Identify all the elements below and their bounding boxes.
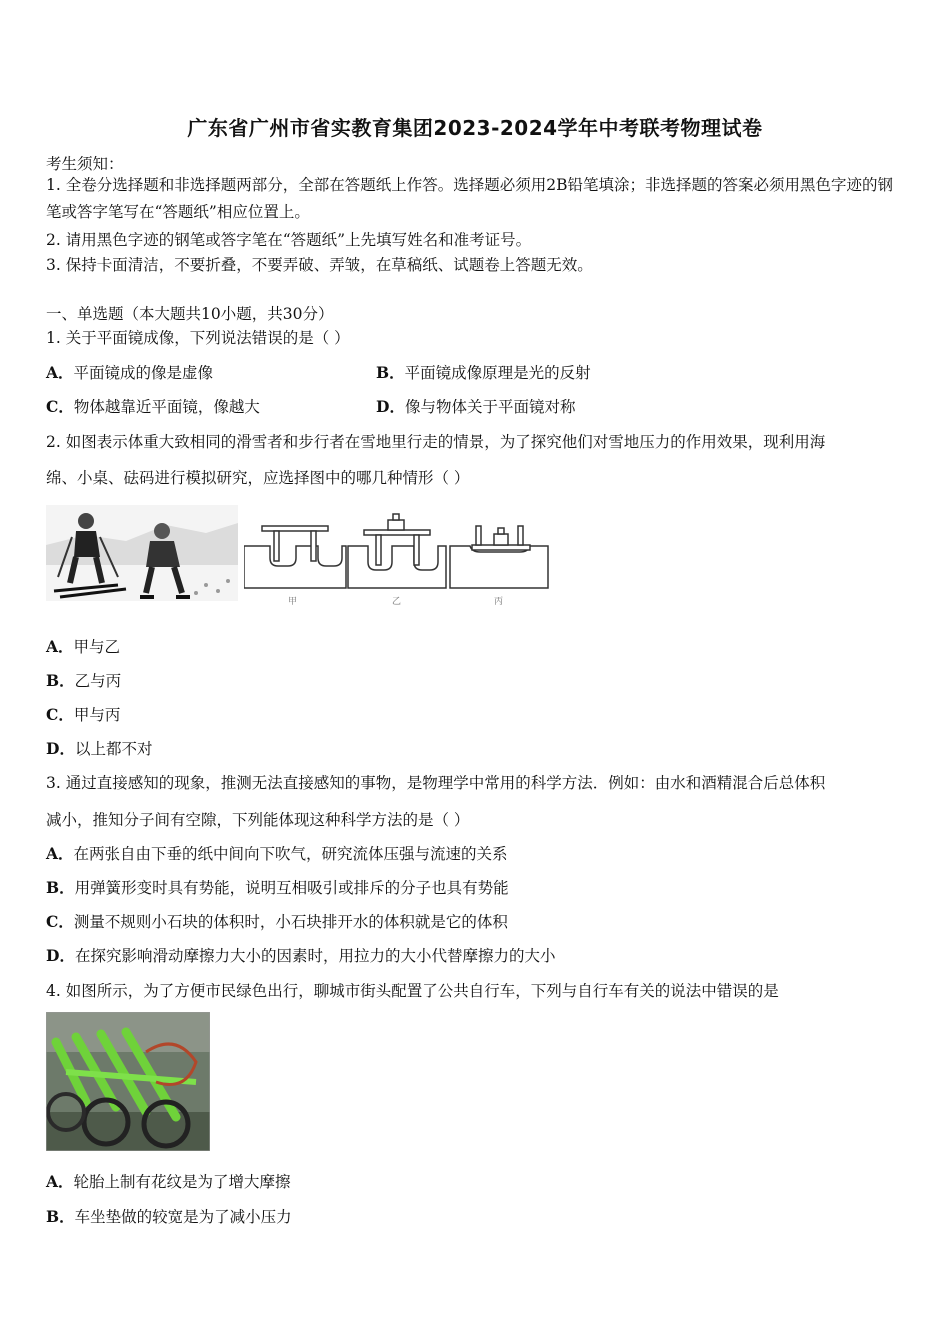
option-label: B． (46, 671, 75, 690)
option-text: 甲与丙 (73, 706, 121, 724)
option-text: 车坐垫做的较宽是为了减小压力 (74, 1208, 292, 1226)
option-text: 像与物体关于平面镜对称 (404, 398, 576, 416)
q2-option-d (46, 737, 152, 759)
option-label: A． (46, 637, 74, 656)
notice-item-1: 1. 全卷分选择题和非选择题两部分，全部在答题纸上作答。选择题必须用2B铅笔填涂；非选择题的答案必须用黑色字迹的钢笔或答字笔写在“答题纸”相应位置上。 (46, 176, 893, 221)
q3-option-a (46, 842, 508, 864)
q2-stem-line2: 绵、小桌、砝码进行模拟研究，应选择图中的哪几种情形（ ） (46, 469, 470, 487)
option-label: D． (376, 397, 405, 416)
sponge-table-figure (244, 512, 552, 608)
q2-stem-line1: 2. 如图表示体重大致相同的滑雪者和步行者在雪地里行走的情景，为了探究他们对雪地压力的作用效果，现利用海 (46, 433, 826, 451)
notice-item-2: 2. 请用黑色字迹的钢笔或答字笔在“答题纸”上先填写姓名和准考证号。 (46, 231, 532, 249)
q2-option-b (46, 669, 121, 691)
option-text: 以上都不对 (74, 740, 153, 758)
setup-jia (244, 526, 346, 588)
setup-yi (348, 514, 446, 588)
option-label: B． (46, 878, 75, 897)
option-text: 平面镜成的像是虚像 (73, 364, 214, 382)
section-heading: 一、单选题（本大题共10小题，共30分） (46, 305, 334, 323)
setup-bing (450, 526, 548, 588)
figure-label-yi: 乙 (392, 597, 402, 607)
q3-stem-line2: 减小，推知分子间有空隙，下列能体现这种科学方法的是（ ） (46, 811, 470, 829)
q1-option-a (46, 361, 213, 383)
figure-label-jia: 甲 (288, 597, 298, 607)
q1-option-b (376, 361, 591, 383)
q3-option-c (46, 910, 508, 932)
option-label: B． (376, 363, 405, 382)
option-text: 在探究影响滑动摩擦力大小的因素时，用拉力的大小代替摩擦力的大小 (74, 947, 556, 965)
option-label: C． (46, 705, 74, 724)
notice-item-3: 3. 保持卡面清洁，不要折叠，不要弄破、弄皱，在草稿纸、试题卷上答题无效。 (46, 256, 593, 274)
option-label: D． (46, 946, 75, 965)
q2-option-c (46, 703, 120, 725)
q4-stem: 4. 如图所示，为了方便市民绿色出行，聊城市街头配置了公共自行车，下列与自行车有关的说法中错误的是 (46, 982, 779, 1000)
q1-option-c (46, 395, 260, 417)
q3-option-d (46, 944, 555, 966)
option-text: 用弹簧形变时具有势能，说明互相吸引或排斥的分子也具有势能 (74, 879, 509, 897)
option-label: A． (46, 363, 74, 382)
q3-option-b (46, 876, 509, 898)
option-label: C． (46, 397, 74, 416)
option-text: 在两张自由下垂的纸中间向下吹气，研究流体压强与流速的关系 (73, 845, 508, 863)
notice-heading: 考生须知： (46, 155, 124, 173)
public-bicycles-photo (46, 1012, 210, 1151)
q4-option-b (46, 1205, 292, 1227)
option-label: A． (46, 844, 74, 863)
q4-option-a (46, 1170, 291, 1192)
option-label: B． (46, 1207, 75, 1226)
option-label: C． (46, 912, 74, 931)
option-text: 甲与乙 (73, 638, 121, 656)
option-text: 乙与丙 (74, 672, 122, 690)
option-text: 轮胎上制有花纹是为了增大摩擦 (73, 1173, 291, 1191)
option-text: 平面镜成像原理是光的反射 (404, 364, 591, 382)
skier-walker-illustration (46, 505, 238, 601)
q1-option-d (376, 395, 575, 417)
option-label: D． (46, 739, 75, 758)
q1-stem: 1. 关于平面镜成像，下列说法错误的是（ ） (46, 329, 350, 347)
q2-option-a (46, 635, 120, 657)
option-text: 测量不规则小石块的体积时，小石块排开水的体积就是它的体积 (73, 913, 508, 931)
q3-stem-line1: 3. 通过直接感知的现象，推测无法直接感知的事物，是物理学中常用的科学方法．例如：由水和酒精混合后总体积 (46, 774, 826, 792)
option-label: A． (46, 1172, 74, 1191)
option-text: 物体越靠近平面镜，像越大 (73, 398, 260, 416)
figure-label-bing: 丙 (494, 597, 504, 607)
page-title: 广东省广州市省实教育集团2023-2024学年中考联考物理试卷 (187, 116, 763, 140)
